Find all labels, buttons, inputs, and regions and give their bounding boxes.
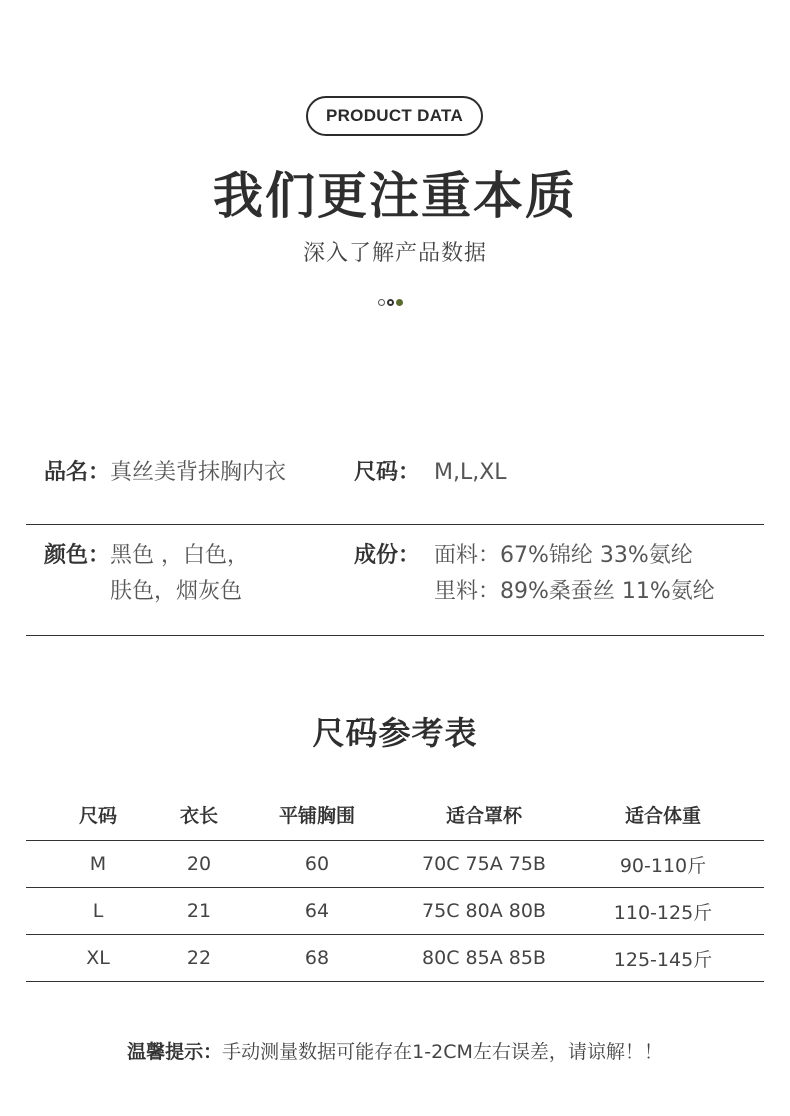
cell-weight: 125-145斤 [562, 935, 764, 982]
cell-length: 21 [170, 888, 228, 935]
divider [26, 524, 764, 525]
cell-cup: 75C 80A 80B [406, 888, 562, 935]
dot-outline-bold-icon [387, 299, 394, 306]
divider [26, 635, 764, 636]
cell-length: 22 [170, 935, 228, 982]
page-subtitle: 深入了解产品数据 [302, 241, 487, 266]
product-color-row [44, 538, 249, 610]
product-name-label: 品名： [44, 460, 111, 485]
tip-text: 手动测量数据可能存在1-2CM左右误差，请谅解！！ [222, 1041, 663, 1063]
table-row [26, 935, 764, 982]
composition-outer-fabric: 面料：67%锦纶 33%氨纶 [434, 543, 693, 568]
measurement-tip [0, 1037, 790, 1064]
cell-cup: 80C 85A 85B [406, 935, 562, 982]
table-row [26, 888, 764, 935]
product-size-row [354, 455, 507, 491]
header-weight: 适合体重 [562, 788, 764, 841]
cell-size: XL [26, 935, 170, 982]
cell-bust: 60 [228, 841, 406, 888]
product-color-line1: 黑色 ，白色， [110, 543, 250, 568]
product-name-value: 真丝美背抹胸内衣 [110, 460, 287, 485]
size-chart-title: 尺码参考表 [312, 714, 478, 752]
decorative-dots [378, 299, 403, 306]
cell-length: 20 [170, 841, 228, 888]
cell-size: M [26, 841, 170, 888]
page-title: 我们更注重本质 [213, 167, 577, 225]
product-composition-label: 成份： [354, 543, 421, 568]
tip-label: 温馨提示： [127, 1041, 223, 1063]
cell-cup: 70C 75A 75B [406, 841, 562, 888]
header-cup: 适合罩杯 [406, 788, 562, 841]
product-composition-row [354, 538, 715, 610]
table-header-row [26, 788, 764, 841]
product-size-label: 尺码： [354, 460, 421, 485]
header-length: 衣长 [170, 788, 228, 841]
dot-outline-icon [378, 299, 385, 306]
cell-bust: 64 [228, 888, 406, 935]
cell-size: L [26, 888, 170, 935]
product-name-row [44, 455, 286, 491]
cell-weight: 110-125斤 [562, 888, 764, 935]
cell-bust: 68 [228, 935, 406, 982]
table-row [26, 841, 764, 888]
size-chart-table [26, 788, 764, 982]
header-bust: 平铺胸围 [228, 788, 406, 841]
product-size-value: M,L,XL [434, 460, 507, 485]
product-color-label: 颜色： [44, 543, 111, 568]
header-size: 尺码 [26, 788, 170, 841]
dot-filled-icon [396, 299, 403, 306]
product-color-line2: 肤色，烟灰色 [110, 579, 243, 604]
composition-lining: 里料：89%桑蚕丝 11%氨纶 [434, 579, 715, 604]
cell-weight: 90-110斤 [562, 841, 764, 888]
product-data-badge: PRODUCT DATA [306, 96, 483, 136]
